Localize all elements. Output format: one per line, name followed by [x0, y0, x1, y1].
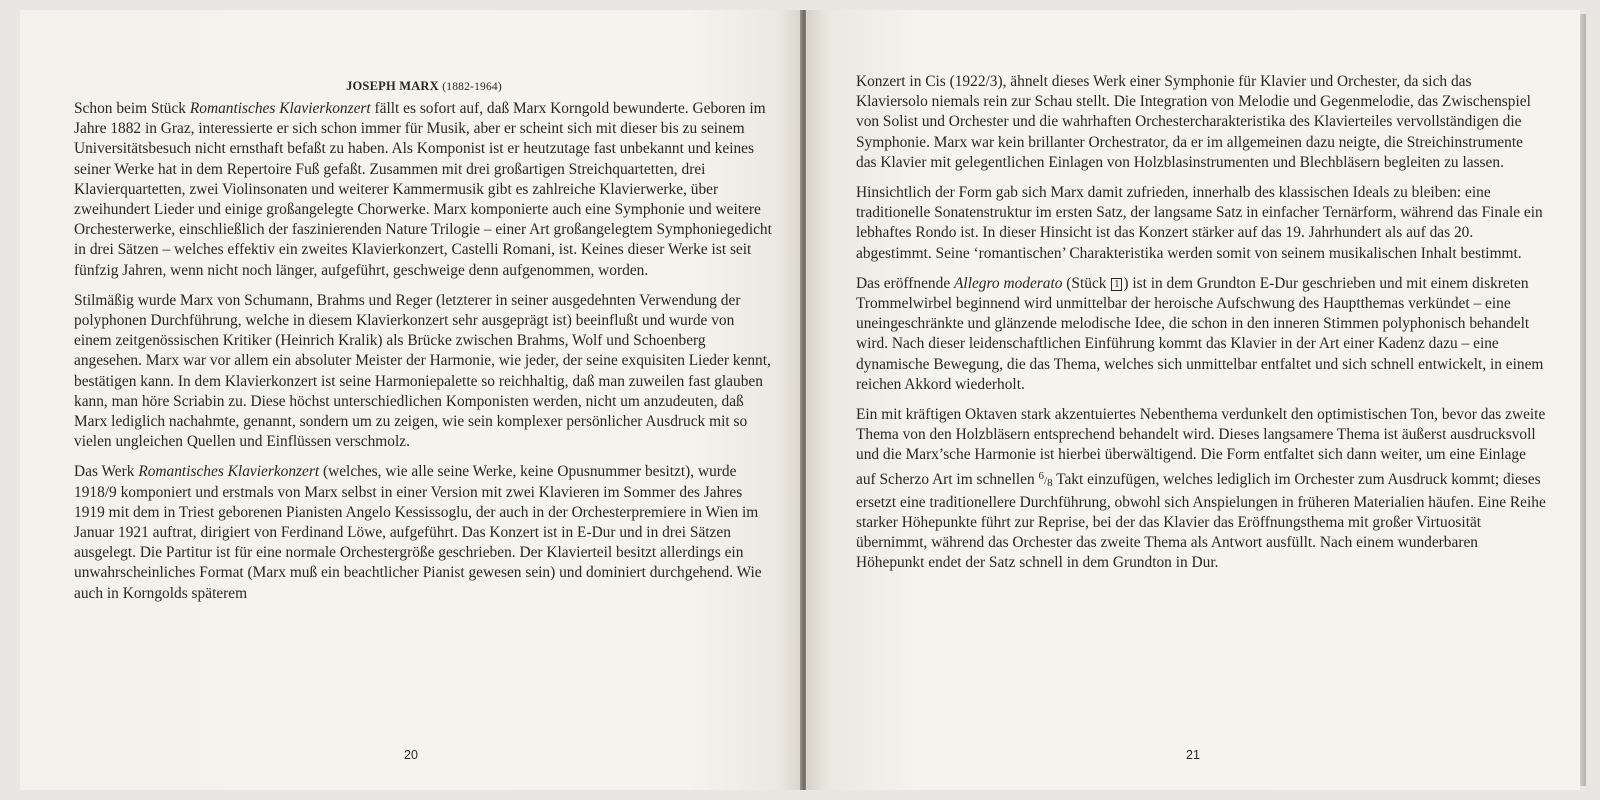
paragraph-text: (welches, wie alle seine Werke, keine Opusnummer besitzt), wurde 1918/9 komponiert und erstmals von Marx selbst in einer Version mit zwei Klavieren im Sommer des Jahres 1919 mit dem in Triest geborenen Pianisten Angelo Kessissoglu, der auch in der Orchesterpremiere in Wien im Januar 1921 auftrat, dirigiert von Ferdinand Löwe, aufgeführt. Das Konzert ist in E-Dur und in drei Sätzen ausgelegt. Die Partitur ist für eine normale Orchestergröße geschrieben. Der Klavierteil besitzt allerdings ein unwahrscheinliches Format (Marx muß ein beachtlicher Pianist gewesen sein) und dominiert durchgehend. Wie auch in Korngolds späterem: [74, 463, 762, 602]
composer-dates: (1882-1964): [442, 81, 502, 93]
paragraph-5: Hinsichtlich der Form gab sich Marx damit zufrieden, innerhalb des klassischen Ideals zu bleiben: eine traditionelle Sonatenstruktur im ersten Satz, der langsame Satz in einfacher Ternärform, während das Finale ein lebhaftes Rondo ist. In dieser Hinsicht ist das Konzert stärker auf das 19. Jahrhundert als auf das 20. abgestimmt. Seine ‘romantischen’ Charakteristika werden somit von seinem musikalischen Inhalt bestimmt.: [856, 184, 1543, 262]
paragraph-text: (Stück: [1062, 274, 1111, 292]
page-number-left: 20: [404, 748, 418, 762]
paragraph-2: Stilmäßig wurde Marx von Schumann, Brahms und Reger (letzterer in seiner ausgedehnten Verwendung der polyphonen Durchführung, welche in diesem Klavierkonzert sehr ausgeprägt ist) beeinflußt und wurde von einem zeitgenössischen Kritiker (Heinrich Kralik) als Brücke zwischen Brahms, Wolf und Schoenberg angesehen. Marx war vor allem ein absoluter Meister der Harmonie, wie jeder, der seine exquisiten Lieder kennt, bestätigen kann. In dem Klavierkonzert ist seine Harmoniepalette so reichhaltig, daß man zuweilen fast glauben kann, man höre Scriabin zu. Diese höchst unterschiedlichen Komponisten werden, nicht um anzudeuten, daß Marx lediglich nachahmte, genannt, sondern um zu zeigen, wie sein komplexer persönlicher Ausdruck mit so vielen ungleichen Quellen und Einflüssen verschmolz.: [74, 291, 771, 451]
time-signature-numerator: 6: [1038, 469, 1044, 482]
paragraph-7: [856, 405, 1546, 574]
paragraph-text: Schon beim Stück: [74, 100, 190, 117]
work-title: Romantisches Klavierkonzert: [189, 100, 371, 117]
paragraph-text: Das eröffnende: [856, 274, 955, 292]
left-page: [20, 10, 802, 790]
right-text-column: [856, 72, 1546, 584]
left-text-column: [74, 74, 774, 614]
time-signature-denominator: 8: [1047, 476, 1053, 489]
paragraph-text: ) ist in dem Grundton E-Dur geschrieben und mit einem diskreten Trommelwirbel beginnend wird unmittelbar der heroische Aufschwung des Hauptthemas verkündet – eine uneingeschränkte und glänzende melodische Idee, die schon in den inneren Stimmen polyphonisch behandelt wird. Nach dieser leidenschaftlichen Einführung kommt das Klavier in der Art einer Kadenz dazu – eine dynamische Bewegung, die das Thema, welches sich unmittelbar entfaltet und sich schnell entwickelt, in einem reichen Akkord wiederholt.: [856, 274, 1544, 393]
paragraph-text: Takt einzufügen, welches lediglich im Orchester zum Ausdruck kommt; dieses ersetzt eine traditionellere Durchführung, obwohl sich Anspielungen in früheren Materialien häufen. Eine Reihe starker Höhepunkte führt zur Reprise, bei der das Klavier das Eröffnungsthema mit großer Virtuosität übernimmt, während das Orchester das zweite Thema als Antwort ausfüllt. Nach einem wunderbaren Höhepunkt endet der Satz schnell in dem Grundton in Dur.: [856, 470, 1546, 572]
time-signature: 6/8: [1038, 469, 1053, 489]
track-number-box: 1: [1111, 278, 1122, 291]
page-number-right: 21: [1186, 748, 1200, 762]
paragraph-6: [856, 274, 1546, 395]
paragraph-1: [74, 99, 774, 281]
work-title: Romantisches Klavierkonzert: [138, 463, 320, 481]
paragraph-4: Konzert in Cis (1922/3), ähnelt dieses Werk einer Symphonie für Klavier und Orchester, da sich das Klaviersolo niemals rein zur Schau stellt. Die Integration von Melodie und Gegenmelodie, das Zwischenspiel von Solist und Orchester und die wahrhaften Orchestercharakteristika des Klavierteiles vervollständigen die Symphonie. Marx war kein brillanter Orchestrator, da er im allgemeinen dazu neigte, die Streichinstrumente das Klavier mit gelegentlichen Einlagen von Holzblasinstrumenten und Blechbläsern begleiten zu lassen.: [856, 73, 1531, 171]
movement-title: Allegro moderato: [954, 274, 1063, 292]
composer-name: JOSEPH MARX: [346, 79, 439, 93]
paragraph-text: Das Werk: [74, 463, 139, 481]
paragraph-text: fällt es sofort auf, daß Marx Korngold bewunderte. Geboren im Jahre 1882 in Graz, interessierte er sich schon immer für Musik, aber er scheint sich mit dieser bis zu seinem Universitätsbesuch nicht ernsthaft befaßt zu haben. Als Komponist ist er heutzutage fast unbekannt und keines seiner Werke hat in dem Repertoire Fuß gefaßt. Zusammen mit drei großartigen Streichquartetten, drei Klavierquartetten, zwei Violinsonaten und weiterer Kammermusik gibt es zahlreiche Klavierwerke, über zweihundert Lieder und einige großangelegte Chorwerke. Marx komponierte auch eine Symphonie und weitere Orchesterwerke, einschließlich der faszinierenden Nature Trilogie – einer Art großangelegtem Symphoniegedicht in drei Sätzen – welches effektiv ein zweites Klavierkonzert, Castelli Romani, ist. Keines dieser Werke ist seit fünfzig Jahren, wenn nicht noch länger, aufgeführt, geschweige denn aufgenommen, worden.: [74, 100, 772, 279]
page-edge: [1580, 14, 1586, 786]
paragraph-3: [74, 462, 774, 603]
paragraph-text: Ein mit kräftigen Oktaven stark akzentuiertes Nebenthema verdunkelt den optimistischen Ton, bevor das zweite Thema von den Holzbläsern entsprechend behandelt wird. Dieses langsamere Thema ist äußerst ausdrucksvoll und die Marx’sche Harmonie ist hierbei überwältigend. Die Form entfaltet sich dann weiter, um eine Einlage auf Scherzo Art im schnellen: [856, 406, 1546, 488]
section-heading: [74, 74, 774, 99]
right-page: [806, 10, 1580, 790]
